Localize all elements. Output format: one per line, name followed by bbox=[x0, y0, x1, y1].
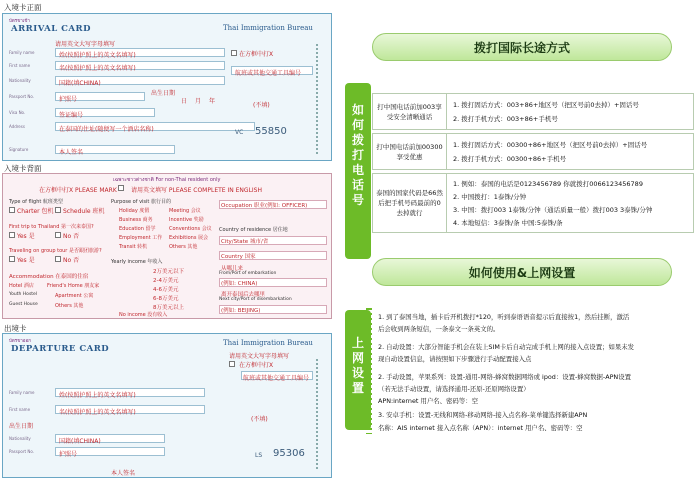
hint: 护照号 bbox=[59, 96, 78, 103]
hint: Country 国家 bbox=[221, 254, 256, 260]
side-glyph: 上 bbox=[351, 336, 364, 350]
label: Type of flight 航班类型 bbox=[9, 199, 63, 205]
card-number: 95306 bbox=[273, 448, 305, 459]
hint: 年 bbox=[209, 98, 216, 105]
hint: 航班或其他交通工具编号 bbox=[243, 375, 310, 382]
option: No 否 bbox=[63, 257, 80, 264]
small-label: Family name bbox=[9, 50, 35, 55]
call-row-label: 打中国电话前加003享受安全清晰通话 bbox=[373, 94, 447, 129]
arrival-card bbox=[2, 13, 332, 161]
internet-banner bbox=[372, 258, 672, 286]
hint: (不填) bbox=[251, 416, 268, 423]
calls-side-tab bbox=[345, 83, 371, 259]
small-label: First name bbox=[9, 407, 31, 412]
side-glyph: 电 bbox=[351, 163, 364, 177]
dotted-divider bbox=[366, 308, 372, 434]
small-label: First name bbox=[9, 63, 31, 68]
question: First trip to Thailand 第一次来泰国? bbox=[9, 224, 94, 230]
checkbox[interactable] bbox=[118, 185, 124, 191]
side-glyph: 网 bbox=[351, 351, 364, 365]
call-line: 1. 拨打固话方式：003+86+地区号（把区号前0去掉）+固话号 bbox=[453, 101, 639, 109]
card-code: LS bbox=[255, 452, 263, 459]
hint: 离开泰国后去哪里 bbox=[221, 292, 266, 298]
hint: City/State 城市/省 bbox=[221, 239, 269, 245]
option: Business 商务 bbox=[119, 217, 153, 223]
option: 2万美元以下 bbox=[153, 269, 184, 275]
option: 2-4万美元 bbox=[153, 278, 179, 284]
internet-line: 1. 到了泰国当地，插卡后开机拨打*120，听到泰语语音提示后直接按1，然后挂断，激活 bbox=[378, 313, 630, 321]
hint: 出生日期 bbox=[151, 90, 176, 97]
perforation bbox=[316, 44, 326, 154]
call-line: 2. 中国拨打：1泰铢/分钟 bbox=[453, 193, 527, 201]
arrival-title: ARRIVAL CARD bbox=[11, 24, 91, 34]
calls-banner-title: 拨打国际长途方式 bbox=[473, 41, 570, 55]
option: Incentive 奖励 bbox=[169, 217, 204, 223]
call-row bbox=[372, 133, 694, 170]
arrival-section-label: 入境卡正面 bbox=[4, 3, 42, 12]
arrival-thai-title: บัตรขาเข้า bbox=[9, 19, 30, 24]
hint: 名(按照护照上的英文名填写) bbox=[59, 409, 136, 416]
hint: 国籍(填CHINA) bbox=[59, 438, 101, 445]
perforation bbox=[316, 359, 326, 469]
calls-side-text bbox=[348, 103, 368, 208]
call-line: 3. 中国：拨打003 1泰铢/分钟（通话质量一般）拨打003 3泰铢/分钟 bbox=[453, 206, 653, 214]
hint: Occupation 职业(例如: OFFICER) bbox=[221, 203, 308, 209]
internet-line: 2. 自动设置：大部分智能手机会在装上SIM卡后自动完成手机上网的接入点设置；如果未发 bbox=[378, 343, 635, 351]
hint: 在方框中打X bbox=[239, 51, 274, 58]
side-glyph: 打 bbox=[351, 148, 364, 162]
call-line: 1. 例如：泰国的电话是0123456789 你就拨打0066123456789 bbox=[453, 180, 643, 188]
calls-banner bbox=[372, 33, 672, 61]
side-glyph: 置 bbox=[351, 381, 364, 395]
card-number: 55850 bbox=[255, 126, 287, 137]
option: 4-6万美元 bbox=[153, 287, 179, 293]
small-label: Signature bbox=[9, 147, 29, 152]
hint: 航班或其他交通工具编号 bbox=[235, 70, 302, 77]
hint: 请用英文大写字母填写 bbox=[55, 41, 116, 48]
checkbox[interactable] bbox=[55, 232, 61, 238]
side-glyph: 设 bbox=[351, 366, 364, 380]
departure-section-label: 出境卡 bbox=[4, 324, 27, 333]
hint: 日 bbox=[181, 98, 188, 105]
back-section-label: 入境卡背面 bbox=[4, 164, 42, 173]
checkbox[interactable] bbox=[9, 207, 15, 213]
option: No 否 bbox=[63, 233, 80, 240]
internet-line: 2. 手动设置，苹果系列：设置-通用-网络-蜂窝数据网络或 ipod：设置-蜂窝数据-APN设置 bbox=[378, 373, 631, 381]
small-label: Passport No. bbox=[9, 94, 34, 99]
label: Purpose of visit 旅行目的 bbox=[111, 199, 171, 205]
checkbox[interactable] bbox=[55, 256, 61, 262]
side-glyph: 话 bbox=[351, 178, 364, 192]
option: Hotel 酒店 bbox=[9, 283, 34, 289]
hint: 本人签名 bbox=[111, 470, 136, 477]
hint: 从哪儿来 bbox=[221, 266, 244, 272]
option: Conventions 会议 bbox=[169, 226, 212, 232]
side-glyph: 号 bbox=[351, 193, 364, 207]
call-line: 2. 拨打手机方式：00300+86+手机号 bbox=[453, 155, 567, 163]
internet-line: 后会收到两条短信，一条泰文一条英文的。 bbox=[378, 325, 500, 333]
small-label: Visa No. bbox=[9, 110, 26, 115]
side-glyph: 何 bbox=[351, 118, 364, 132]
internet-line: 名称：AIS internet 接入点名称（APN）：internet 用户名、密码等：空 bbox=[378, 424, 583, 432]
right-panel bbox=[338, 0, 699, 480]
option: 8万美元以上 bbox=[153, 305, 184, 311]
option: Yes 是 bbox=[17, 233, 35, 240]
small-label: Passport No. bbox=[9, 449, 34, 454]
option: Employment 工作 bbox=[119, 235, 163, 241]
option: Friend's Home 朋友家 bbox=[47, 283, 100, 289]
hint: 本人签名 bbox=[59, 149, 84, 156]
hint: (不填) bbox=[253, 102, 270, 109]
label: Country of residence 居住地 bbox=[219, 227, 288, 233]
checkbox[interactable] bbox=[229, 361, 235, 367]
option: Others 其他 bbox=[169, 244, 198, 250]
hint: 签证编号 bbox=[59, 112, 84, 119]
option: Education 留学 bbox=[119, 226, 156, 232]
option: Holiday 度假 bbox=[119, 208, 150, 214]
hint: 在泰国的住址(随便写一个酒店名称) bbox=[59, 126, 154, 133]
checkbox[interactable] bbox=[9, 256, 15, 262]
card-code: VC bbox=[235, 129, 244, 136]
hint: 请用英文填写 PLEASE COMPLETE IN ENGLISH bbox=[131, 187, 263, 194]
hint: 在方框中打X bbox=[239, 362, 274, 369]
question: Accommodation 在泰国的住宿 bbox=[9, 274, 89, 280]
option: Yes 是 bbox=[17, 257, 35, 264]
internet-line: 现自动设置信息，请按照如下步骤进行手动配置接入点 bbox=[378, 355, 532, 363]
internet-line: 3. 安卓手机：设置-无线和网络-移动网络-接入点名称-菜单键选择新建APN bbox=[378, 411, 588, 419]
option: Transit 转机 bbox=[119, 244, 148, 250]
hint: 国籍(填CHINA) bbox=[59, 80, 101, 87]
small-label: Address bbox=[9, 124, 25, 129]
label: Yearly income 年收入 bbox=[111, 259, 163, 265]
small-label: Nationality bbox=[9, 78, 31, 83]
departure-title: DEPARTURE CARD bbox=[11, 344, 110, 354]
hint: 名(按照护照上的英文名填写) bbox=[59, 65, 136, 72]
arrival-back-card bbox=[2, 173, 332, 319]
hint: (例如: BEIJING) bbox=[221, 308, 261, 314]
call-line: 1. 拨打固话方式：00300+86+地区号（把区号前0去掉）+固话号 bbox=[453, 141, 648, 149]
departure-thai-title: บัตรขาออก bbox=[9, 339, 31, 344]
option: Meeting 会议 bbox=[169, 208, 201, 214]
hint: (例如: CHINA) bbox=[221, 281, 258, 287]
checkbox[interactable] bbox=[9, 232, 15, 238]
option: No income 没有收入 bbox=[119, 312, 168, 318]
label: Next city/Port of disembarkation bbox=[219, 297, 292, 302]
option: Guest House bbox=[9, 302, 38, 307]
call-line: 2. 拨打手机方式：003+86+手机号 bbox=[453, 115, 558, 123]
departure-bureau: Thai Immigration Bureau bbox=[223, 339, 313, 347]
call-row bbox=[372, 93, 694, 130]
call-line: 4. 本地短信：3泰铢/条 中国:5泰铢/条 bbox=[453, 219, 563, 227]
call-row-label: 泰国的国家代码是66然后把手机号码最前的0去掉就行 bbox=[373, 174, 447, 232]
back-header: เฉพาะชาวต่างชาติ For non-Thai resident only bbox=[113, 177, 221, 183]
label: From/Port of embarkation bbox=[219, 271, 277, 276]
hint: 姓(按照护照上的英文名填写) bbox=[59, 392, 136, 399]
option: Exhibitions 展会 bbox=[169, 235, 209, 241]
hint: 月 bbox=[195, 98, 202, 105]
arrival-bureau: Thai Immigration Bureau bbox=[223, 24, 313, 32]
hint: 请用英文大写字母填写 bbox=[229, 353, 290, 360]
hint: 姓(按照护照上的英文名填写) bbox=[59, 52, 136, 59]
option: Youth Hostel bbox=[9, 292, 38, 297]
hint: 护照号 bbox=[59, 451, 78, 458]
checkbox[interactable] bbox=[55, 207, 61, 213]
small-label: Nationality bbox=[9, 436, 31, 441]
hint: 出生日期 bbox=[9, 423, 34, 430]
internet-side-text bbox=[348, 336, 368, 396]
internet-line: APN:internet 用户名、密码等：空 bbox=[378, 397, 478, 405]
internet-banner-title: 如何使用&上网设置 bbox=[468, 266, 576, 280]
internet-line: （若无法手动设置，请选择通用-还原-还原网络设置） bbox=[378, 385, 530, 393]
checkbox[interactable] bbox=[231, 50, 237, 56]
hint: 在方框中打X PLEASE MARK bbox=[39, 187, 117, 194]
option: Schedule 班机 bbox=[63, 208, 105, 215]
side-glyph: 拨 bbox=[351, 133, 364, 147]
option: Apartment 公寓 bbox=[55, 293, 94, 299]
small-label: Family name bbox=[9, 390, 35, 395]
option: 6-8万美元 bbox=[153, 296, 179, 302]
option: Charter 包机 bbox=[17, 208, 54, 215]
call-row-label: 打中国电话前加00300享受优惠 bbox=[373, 134, 447, 169]
side-glyph: 如 bbox=[351, 103, 364, 117]
departure-card bbox=[2, 333, 332, 478]
question: Traveling on group tour 是否跟团旅游? bbox=[9, 248, 102, 254]
call-row bbox=[372, 173, 694, 233]
option: Others 其他 bbox=[55, 303, 84, 309]
